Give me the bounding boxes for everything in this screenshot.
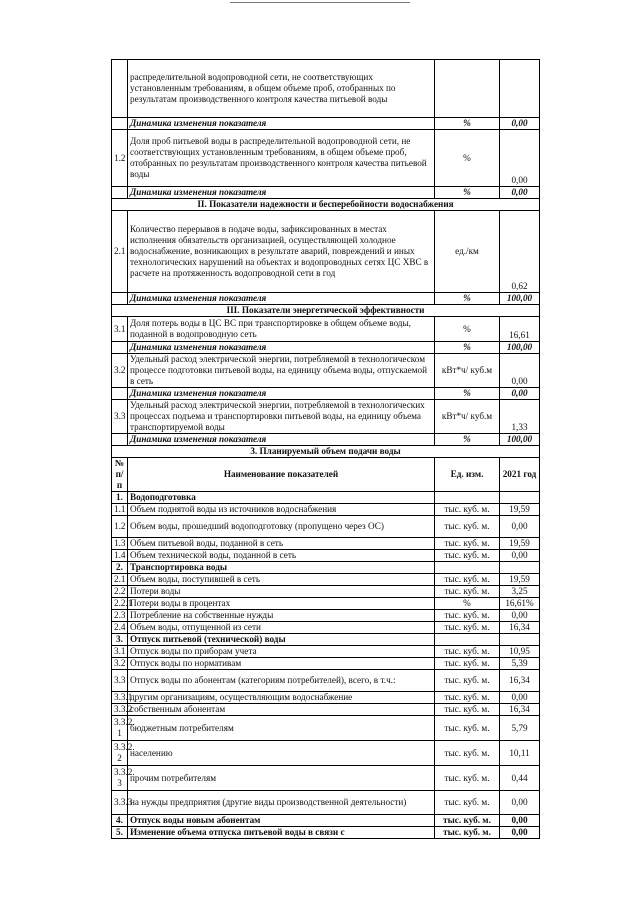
value bbox=[500, 562, 540, 574]
indicator-name: бюджетным потребителям bbox=[128, 716, 435, 741]
indicator-row bbox=[112, 211, 540, 293]
row-number: 2.4 bbox=[112, 622, 128, 634]
unit: тыс. куб. м. bbox=[435, 646, 500, 658]
row-number: 3.3 bbox=[112, 400, 128, 434]
indicator-name: Потребление на собственные нужды bbox=[128, 610, 435, 622]
unit: тыс. куб. м. bbox=[435, 538, 500, 550]
dynamics-row bbox=[112, 342, 540, 354]
volume-row bbox=[112, 622, 540, 634]
row-number: 3.3.2. 2 bbox=[112, 741, 128, 766]
unit: тыс. куб. м. bbox=[435, 658, 500, 670]
value: 0,00 bbox=[500, 827, 540, 839]
row-number: 3.2 bbox=[112, 658, 128, 670]
group-row bbox=[112, 562, 540, 574]
indicator-name: распределительной водопроводной сети, не соответствующих установленным требованиям, в общем объеме проб, отобранных по результатам производственного контроля качества питьевой воды bbox=[128, 60, 435, 118]
row-number: 3.2 bbox=[112, 354, 128, 388]
value bbox=[500, 634, 540, 646]
section-title-row bbox=[112, 199, 540, 211]
top-rule bbox=[230, 2, 410, 3]
row-number: 3. bbox=[112, 634, 128, 646]
indicator-name: Отпуск питьевой (технической) воды bbox=[128, 634, 435, 646]
unit: тыс. куб. м. bbox=[435, 574, 500, 586]
group-row bbox=[112, 815, 540, 827]
unit: тыс. куб. м. bbox=[435, 766, 500, 791]
row-number: 5. bbox=[112, 827, 128, 839]
value: 0,00 bbox=[500, 130, 540, 187]
indicator-name: Потери воды bbox=[128, 586, 435, 598]
row-number: 1.1 bbox=[112, 504, 128, 516]
value: 0,00 bbox=[500, 354, 540, 388]
value: 0,00 bbox=[500, 791, 540, 815]
unit: кВт*ч/ куб.м bbox=[435, 354, 500, 388]
indicator-name: Объем питьевой воды, поданной в сеть bbox=[128, 538, 435, 550]
row-number: 2.2 bbox=[112, 586, 128, 598]
unit: % bbox=[435, 118, 500, 130]
indicator-row bbox=[112, 60, 540, 118]
indicator-name: Удельный расход электрической энергии, потребляемой в технологическом процессе подготовки питьевой воды, на единицу объема воды, отпускаемой в сеть bbox=[128, 354, 435, 388]
unit: тыс. куб. м. bbox=[435, 704, 500, 716]
volume-row bbox=[112, 598, 540, 610]
row-number: 3.1 bbox=[112, 317, 128, 342]
dynamics-row bbox=[112, 434, 540, 446]
unit bbox=[435, 634, 500, 646]
unit: % bbox=[435, 130, 500, 187]
dynamics-row bbox=[112, 118, 540, 130]
row-number: 2.2.1 bbox=[112, 598, 128, 610]
indicator-row bbox=[112, 400, 540, 434]
unit: тыс. куб. м. bbox=[435, 610, 500, 622]
unit: тыс. куб. м. bbox=[435, 516, 500, 538]
unit: % bbox=[435, 434, 500, 446]
unit: % bbox=[435, 187, 500, 199]
row-number: 2. bbox=[112, 562, 128, 574]
row-number: 3.1 bbox=[112, 646, 128, 658]
unit: ед./км bbox=[435, 211, 500, 293]
header-num: № п/п bbox=[112, 458, 128, 492]
value: 0,00 bbox=[500, 815, 540, 827]
value: 16,61 bbox=[500, 317, 540, 342]
value bbox=[500, 492, 540, 504]
value: 0,00 bbox=[500, 118, 540, 130]
indicator-row bbox=[112, 130, 540, 187]
value: 19,59 bbox=[500, 538, 540, 550]
volume-row bbox=[112, 741, 540, 766]
volume-row bbox=[112, 586, 540, 598]
value: 10,95 bbox=[500, 646, 540, 658]
indicator-name: Объем воды, поступившей в сеть bbox=[128, 574, 435, 586]
volume-row bbox=[112, 504, 540, 516]
indicator-name: Отпуск воды по приборам учета bbox=[128, 646, 435, 658]
value: 16,34 bbox=[500, 704, 540, 716]
value: 0,62 bbox=[500, 211, 540, 293]
row-number bbox=[112, 60, 128, 118]
indicator-name: Объем воды, отпущенной из сети bbox=[128, 622, 435, 634]
indicator-name: Динамика изменения показателя bbox=[128, 293, 435, 305]
value: 0,44 bbox=[500, 766, 540, 791]
row-number: 3.3.1 bbox=[112, 692, 128, 704]
row-number: 2.3 bbox=[112, 610, 128, 622]
indicator-name: Динамика изменения показателя bbox=[128, 118, 435, 130]
group-row bbox=[112, 492, 540, 504]
unit: % bbox=[435, 342, 500, 354]
value: 1,33 bbox=[500, 400, 540, 434]
row-number: 1.4 bbox=[112, 550, 128, 562]
indicator-name: Отпуск воды новым абонентам bbox=[128, 815, 435, 827]
indicator-name: Доля потерь воды в ЦС ВС при транспортировке в общем объеме воды, поданной в водопроводную сеть bbox=[128, 317, 435, 342]
row-number bbox=[112, 342, 128, 354]
indicator-name: Динамика изменения показателя bbox=[128, 187, 435, 199]
value: 5,79 bbox=[500, 716, 540, 741]
indicator-name: другим организациям, осуществляющим водоснабжение bbox=[128, 692, 435, 704]
indicator-name: Динамика изменения показателя bbox=[128, 434, 435, 446]
row-number: 3.3 bbox=[112, 670, 128, 692]
volume-row bbox=[112, 766, 540, 791]
indicator-name: Транспортировка воды bbox=[128, 562, 435, 574]
value: 5,39 bbox=[500, 658, 540, 670]
section-title-row bbox=[112, 305, 540, 317]
indicator-name: Объем технической воды, поданной в сеть bbox=[128, 550, 435, 562]
indicator-name: Отпуск воды по нормативам bbox=[128, 658, 435, 670]
indicator-name: Объем поднятой воды из источников водоснабжения bbox=[128, 504, 435, 516]
row-number: 3.3.3 bbox=[112, 791, 128, 815]
unit: тыс. куб. м. bbox=[435, 504, 500, 516]
volume-row bbox=[112, 692, 540, 704]
volume-row bbox=[112, 791, 540, 815]
section-title: II. Показатели надежности и бесперебойности водоснабжения bbox=[112, 199, 540, 211]
value: 19,59 bbox=[500, 574, 540, 586]
row-number: 3.3.2. 3 bbox=[112, 766, 128, 791]
value: 0,00 bbox=[500, 388, 540, 400]
unit: тыс. куб. м. bbox=[435, 827, 500, 839]
unit: тыс. куб. м. bbox=[435, 622, 500, 634]
unit: % bbox=[435, 388, 500, 400]
value: 10,11 bbox=[500, 741, 540, 766]
indicator-name: на нужды предприятия (другие виды производственной деятельности) bbox=[128, 791, 435, 815]
value: 16,61% bbox=[500, 598, 540, 610]
indicator-name: Доля проб питьевой воды в распределительной водопроводной сети, не соответствующих установленным требованиям, в общем объеме проб, отобранных по результатам производственного контроля качества питьевой воды bbox=[128, 130, 435, 187]
indicator-name: Отпуск воды по абонентам (категориям потребителей), всего, в т.ч.: bbox=[128, 670, 435, 692]
volume-row bbox=[112, 538, 540, 550]
value bbox=[500, 60, 540, 118]
volume-row bbox=[112, 516, 540, 538]
volume-row bbox=[112, 670, 540, 692]
unit bbox=[435, 60, 500, 118]
unit: тыс. куб. м. bbox=[435, 550, 500, 562]
dynamics-row bbox=[112, 293, 540, 305]
indicator-row bbox=[112, 317, 540, 342]
value: 0,00 bbox=[500, 610, 540, 622]
section-title: III. Показатели энергетической эффективности bbox=[112, 305, 540, 317]
row-number: 2.1 bbox=[112, 211, 128, 293]
volume-row bbox=[112, 658, 540, 670]
unit bbox=[435, 492, 500, 504]
value: 0,00 bbox=[500, 550, 540, 562]
indicator-name: Изменение объема отпуска питьевой воды в связи с bbox=[128, 827, 435, 839]
row-number: 4. bbox=[112, 815, 128, 827]
row-number: 1.2 bbox=[112, 516, 128, 538]
row-number bbox=[112, 434, 128, 446]
volume-row bbox=[112, 704, 540, 716]
unit: тыс. куб. м. bbox=[435, 586, 500, 598]
volume-row bbox=[112, 550, 540, 562]
dynamics-row bbox=[112, 388, 540, 400]
indicator-name: населению bbox=[128, 741, 435, 766]
volume-row bbox=[112, 610, 540, 622]
unit: тыс. куб. м. bbox=[435, 692, 500, 704]
volume-row bbox=[112, 646, 540, 658]
value: 100,00 bbox=[500, 434, 540, 446]
value: 0,00 bbox=[500, 692, 540, 704]
unit: % bbox=[435, 293, 500, 305]
indicators-table bbox=[111, 59, 540, 458]
group-row bbox=[112, 634, 540, 646]
row-number: 3.3.2. 1 bbox=[112, 716, 128, 741]
row-number: 1. bbox=[112, 492, 128, 504]
indicator-name: собственным абонентам bbox=[128, 704, 435, 716]
unit bbox=[435, 562, 500, 574]
indicator-name: Потери воды в процентах bbox=[128, 598, 435, 610]
header-name: Наименование показателей bbox=[128, 458, 435, 492]
unit: тыс. куб. м. bbox=[435, 791, 500, 815]
unit: тыс. куб. м. bbox=[435, 670, 500, 692]
value: 0,00 bbox=[500, 187, 540, 199]
unit: тыс. куб. м. bbox=[435, 741, 500, 766]
group-row bbox=[112, 827, 540, 839]
unit: кВт*ч/ куб.м bbox=[435, 400, 500, 434]
indicator-name: Динамика изменения показателя bbox=[128, 388, 435, 400]
unit: % bbox=[435, 317, 500, 342]
row-number bbox=[112, 118, 128, 130]
indicator-name: Объем воды, прошедший водоподготовку (пропущено через ОС) bbox=[128, 516, 435, 538]
row-number: 1.2 bbox=[112, 130, 128, 187]
row-number: 2.1 bbox=[112, 574, 128, 586]
value: 100,00 bbox=[500, 342, 540, 354]
header-unit: Ед. изм. bbox=[435, 458, 500, 492]
indicator-name: Динамика изменения показателя bbox=[128, 342, 435, 354]
header-year: 2021 год bbox=[500, 458, 540, 492]
indicator-name: Количество перерывов в подаче воды, зафиксированных в местах исполнения обязательств организацией, осуществляющей холодное водоснабжение, возникающих в результате аварий, повреждений и иных технологических нарушений на объектах и водопроводных сетях ЦС ХВС в расчете на протяженность водопроводной сети в год bbox=[128, 211, 435, 293]
section-title: 3. Планируемый объем подачи воды bbox=[112, 446, 540, 458]
indicator-row bbox=[112, 354, 540, 388]
value: 16,34 bbox=[500, 670, 540, 692]
value: 16,34 bbox=[500, 622, 540, 634]
water-volume-table bbox=[111, 457, 540, 839]
row-number: 3.3.2 bbox=[112, 704, 128, 716]
value: 3,25 bbox=[500, 586, 540, 598]
unit: тыс. куб. м. bbox=[435, 716, 500, 741]
unit: % bbox=[435, 598, 500, 610]
volume-row bbox=[112, 574, 540, 586]
value: 0,00 bbox=[500, 516, 540, 538]
value: 19,59 bbox=[500, 504, 540, 516]
row-number: 1.3 bbox=[112, 538, 128, 550]
dynamics-row bbox=[112, 187, 540, 199]
indicator-name: Водоподготовка bbox=[128, 492, 435, 504]
row-number bbox=[112, 293, 128, 305]
section-title-row bbox=[112, 446, 540, 458]
volume-table-header bbox=[112, 458, 540, 492]
indicator-name: Удельный расход электрической энергии, потребляемой в технологических процессах подъема и транспортировки питьевой воды, на единицу объема транспортируемой воды bbox=[128, 400, 435, 434]
unit: тыс. куб. м. bbox=[435, 815, 500, 827]
indicator-name: прочим потребителям bbox=[128, 766, 435, 791]
row-number bbox=[112, 388, 128, 400]
volume-row bbox=[112, 716, 540, 741]
value: 100,00 bbox=[500, 293, 540, 305]
row-number bbox=[112, 187, 128, 199]
